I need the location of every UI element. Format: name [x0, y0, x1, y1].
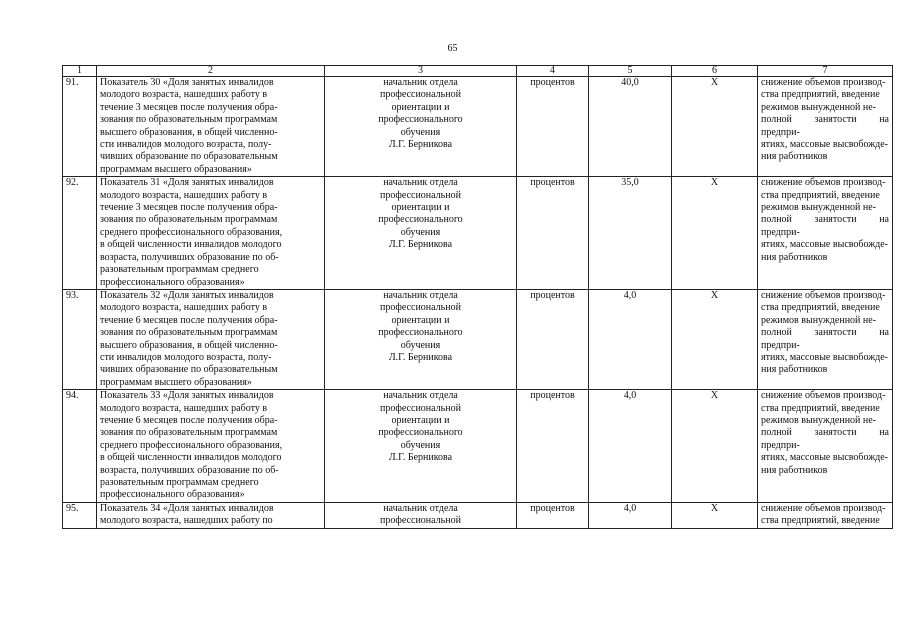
indicator-text-line: разовательным программам среднего	[100, 477, 259, 488]
responsible-text-line: ориентации и	[391, 101, 450, 113]
reason-text-line: снижение объемов производ-	[761, 502, 886, 514]
reason-text-line: режимов вынужденной не-	[761, 101, 877, 113]
indicator-text-line: зования по образовательным программам	[100, 214, 278, 226]
reason-text-line: режимов вынужденной не-	[761, 414, 877, 426]
responsible-text-line: профессиональной	[380, 402, 461, 414]
column-header-2: 2	[97, 66, 325, 77]
indicator-text-line: среднего профессионального образования,	[100, 226, 283, 238]
unit-cell: процентов	[517, 289, 589, 389]
row-number-cell: 92.	[63, 177, 97, 290]
indicator-text-line: зования по образовательным программам	[100, 327, 278, 339]
mark-cell: Х	[672, 289, 758, 389]
indicator-text-line: Показатель 33 «Доля занятых инвалидов	[100, 390, 274, 402]
column-header-3: 3	[325, 66, 517, 77]
reason-text-line: ства предприятий, введение	[761, 402, 880, 414]
column-header-4: 4	[517, 66, 589, 77]
reason-text-line: снижение объемов производ-	[761, 289, 886, 301]
responsible-text-line: профессионального	[378, 327, 463, 339]
value-cell: 4,0	[589, 289, 672, 389]
indicator-text-line: зования по образовательным программам	[100, 427, 278, 439]
responsible-cell	[325, 502, 517, 528]
indicator-text-line: возраста, получивших образование по об-	[100, 251, 279, 263]
indicator-cell	[97, 77, 325, 177]
responsible-text-line: обучения	[400, 439, 441, 451]
reason-text-line: ства предприятий, введение	[761, 515, 880, 527]
reason-text-line: полной занятости на предпри-	[761, 427, 889, 451]
indicator-text-line: течение 6 месяцев после получения обра-	[100, 414, 278, 426]
mark-cell: Х	[672, 77, 758, 177]
indicator-text-line: чивших образование по образовательным	[100, 151, 278, 163]
reason-text-line: снижение объемов производ-	[761, 177, 886, 189]
value-cell: 40,0	[589, 77, 672, 177]
indicator-cell	[97, 289, 325, 389]
row-number-cell: 91.	[63, 77, 97, 177]
unit-cell: процентов	[517, 77, 589, 177]
reason-cell	[758, 390, 893, 503]
indicator-text-line: Показатель 31 «Доля занятых инвалидов	[100, 177, 274, 189]
reason-text-line: снижение объемов производ-	[761, 390, 886, 402]
indicator-text-line: в общей численности инвалидов молодого	[100, 239, 282, 251]
indicator-text-line: чивших образование по образовательным	[100, 364, 278, 376]
indicator-text-line: Показатель 34 «Доля занятых инвалидов	[100, 502, 274, 514]
responsible-text-line: начальник отдела	[383, 177, 458, 189]
indicators-table	[62, 65, 893, 529]
reason-text-line: ства предприятий, введение	[761, 302, 880, 314]
table-body	[63, 77, 893, 529]
responsible-text-line: Л.Г. Берникова	[388, 139, 453, 151]
indicator-text-line: течение 6 месяцев после получения обра-	[100, 314, 278, 326]
responsible-cell	[325, 177, 517, 290]
indicator-text-line: сти инвалидов молодого возраста, полу-	[100, 351, 272, 363]
indicator-text-line: молодого возраста, нашедших работу в	[100, 189, 268, 201]
reason-text-line: ятиях, массовые высвобожде-	[761, 452, 889, 464]
reason-cell	[758, 177, 893, 290]
indicator-cell	[97, 177, 325, 290]
responsible-text-line: начальник отдела	[383, 390, 458, 402]
value-cell: 35,0	[589, 177, 672, 290]
indicator-text-line: возраста, получивших образование по об-	[100, 464, 279, 476]
column-header-7: 7	[758, 66, 893, 77]
indicator-text-line: разовательным программам среднего	[100, 264, 259, 276]
reason-cell	[758, 502, 893, 528]
indicator-text-line: зования по образовательным программам	[100, 114, 278, 126]
reason-cell	[758, 77, 893, 177]
table-row	[63, 177, 893, 290]
unit-cell: процентов	[517, 390, 589, 503]
table-row	[63, 289, 893, 389]
value-cell: 4,0	[589, 390, 672, 503]
indicator-text-line: в общей численности инвалидов молодого	[100, 452, 282, 464]
reason-text-line: ния работников	[761, 151, 828, 163]
responsible-text-line: ориентации и	[391, 314, 450, 326]
indicator-text-line: молодого возраста, нашедших работу в	[100, 89, 268, 101]
indicator-text-line: Показатель 32 «Доля занятых инвалидов	[100, 289, 274, 301]
mark-cell: Х	[672, 502, 758, 528]
reason-text-line: ния работников	[761, 364, 828, 376]
responsible-text-line: обучения	[400, 226, 441, 238]
indicator-text-line: течение 3 месяцев после получения обра-	[100, 101, 278, 113]
responsible-cell	[325, 390, 517, 503]
responsible-text-line: ориентации и	[391, 414, 450, 426]
indicator-text-line: сти инвалидов молодого возраста, полу-	[100, 139, 272, 151]
table-row	[63, 77, 893, 177]
responsible-text-line: начальник отдела	[383, 77, 458, 88]
reason-text-line: ния работников	[761, 251, 828, 263]
mark-cell: Х	[672, 177, 758, 290]
reason-text-line: полной занятости на предпри-	[761, 327, 889, 351]
unit-cell: процентов	[517, 177, 589, 290]
indicator-text-line: молодого возраста, нашедших работу в	[100, 302, 268, 314]
reason-text-line: режимов вынужденной не-	[761, 202, 877, 214]
reason-cell	[758, 289, 893, 389]
responsible-text-line: Л.Г. Берникова	[388, 351, 453, 363]
responsible-text-line: Л.Г. Берникова	[388, 452, 453, 464]
indicator-text-line: высшего образования, в общей численно-	[100, 126, 278, 138]
reason-text-line: ства предприятий, введение	[761, 189, 880, 201]
responsible-text-line: профессионального	[378, 214, 463, 226]
row-number-cell: 94.	[63, 390, 97, 503]
reason-text-line: ния работников	[761, 464, 828, 476]
responsible-text-line: ориентации и	[391, 202, 450, 214]
responsible-text-line: начальник отдела	[383, 502, 458, 514]
reason-text-line: ятиях, массовые высвобожде-	[761, 139, 889, 151]
reason-text-line: ятиях, массовые высвобожде-	[761, 351, 889, 363]
reason-text-line: снижение объемов производ-	[761, 77, 886, 88]
responsible-text-line: профессионального	[378, 427, 463, 439]
page-number: 65	[447, 43, 458, 54]
responsible-text-line: профессиональной	[380, 89, 461, 101]
indicator-text-line: Показатель 30 «Доля занятых инвалидов	[100, 77, 274, 88]
indicator-cell	[97, 502, 325, 528]
responsible-text-line: обучения	[400, 126, 441, 138]
column-header-5: 5	[589, 66, 672, 77]
responsible-text-line: профессиональной	[380, 302, 461, 314]
responsible-text-line: Л.Г. Берникова	[388, 239, 453, 251]
mark-cell: Х	[672, 390, 758, 503]
table-header-row	[63, 66, 893, 77]
reason-text-line: ства предприятий, введение	[761, 89, 880, 101]
indicator-text-line: программам высшего образования»	[100, 163, 252, 175]
indicator-text-line: профессионального образования»	[100, 276, 245, 288]
table-row	[63, 502, 893, 528]
indicator-text-line: профессионального образования»	[100, 489, 245, 501]
column-header-1: 1	[63, 66, 97, 77]
indicator-text-line: высшего образования, в общей численно-	[100, 339, 278, 351]
indicator-text-line: среднего профессионального образования,	[100, 439, 283, 451]
indicator-text-line: программам высшего образования»	[100, 376, 252, 388]
unit-cell: процентов	[517, 502, 589, 528]
indicator-text-line: молодого возраста, нашедших работу по	[100, 515, 273, 527]
indicator-text-line: течение 3 месяцев после получения обра-	[100, 202, 278, 214]
responsible-text-line: профессионального	[378, 114, 463, 126]
reason-text-line: полной занятости на предпри-	[761, 214, 889, 238]
responsible-text-line: обучения	[400, 339, 441, 351]
responsible-cell	[325, 289, 517, 389]
value-cell: 4,0	[589, 502, 672, 528]
responsible-text-line: начальник отдела	[383, 289, 458, 301]
indicator-cell	[97, 390, 325, 503]
reason-text-line: ятиях, массовые высвобожде-	[761, 239, 889, 251]
column-header-6: 6	[672, 66, 758, 77]
table-row	[63, 390, 893, 503]
reason-text-line: полной занятости на предпри-	[761, 114, 889, 138]
indicator-text-line: молодого возраста, нашедших работу в	[100, 402, 268, 414]
reason-text-line: режимов вынужденной не-	[761, 314, 877, 326]
responsible-text-line: профессиональной	[380, 189, 461, 201]
row-number-cell: 93.	[63, 289, 97, 389]
row-number-cell: 95.	[63, 502, 97, 528]
responsible-text-line: профессиональной	[380, 515, 461, 527]
responsible-cell	[325, 77, 517, 177]
